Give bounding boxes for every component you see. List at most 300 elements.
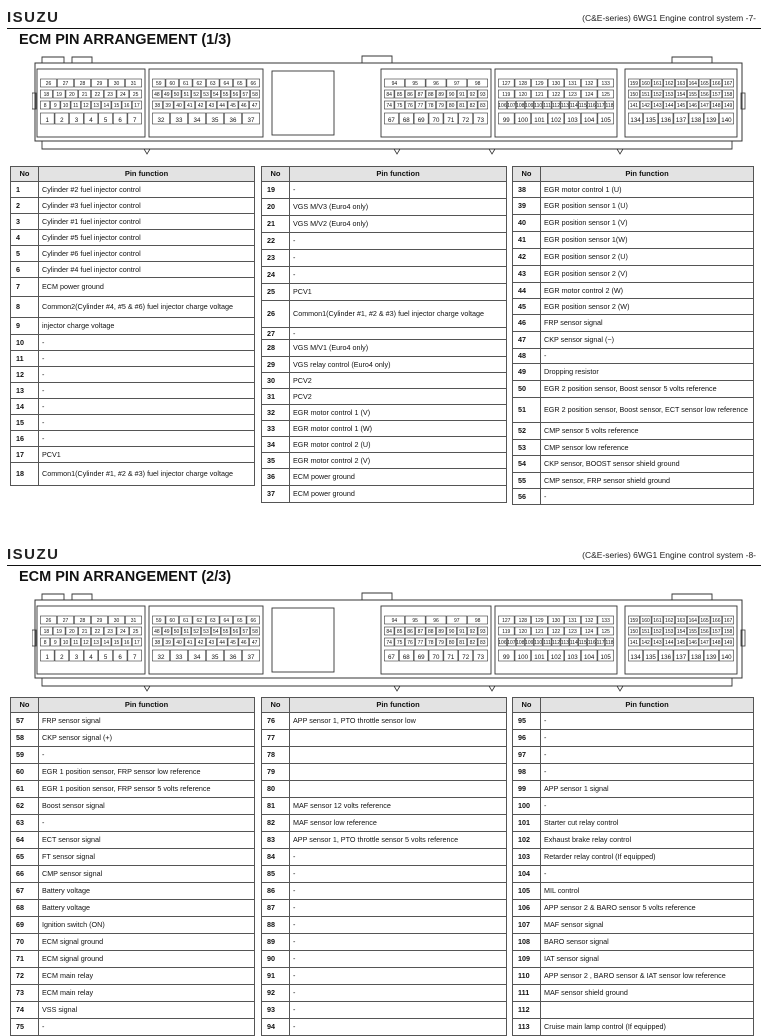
- table-row: [11, 399, 255, 415]
- pin-label: 71: [447, 117, 455, 124]
- pin-number: 92: [262, 985, 290, 1002]
- table-row: [262, 486, 507, 503]
- pin-label: 122: [551, 629, 561, 635]
- pin-number: 39: [513, 198, 541, 215]
- pin-number: 41: [513, 232, 541, 249]
- table-row: [262, 182, 507, 199]
- pin-label: 39: [165, 103, 171, 109]
- pin-function: Cylinder #6 fuel injector control: [39, 246, 255, 262]
- pin-label: 69: [417, 654, 425, 661]
- pin-label: 13: [93, 103, 99, 109]
- pin-function: -: [541, 764, 754, 781]
- pin-number: 34: [262, 437, 290, 453]
- pin-label: 107: [507, 640, 516, 646]
- pin-function: -: [541, 798, 754, 815]
- table-row: [513, 815, 754, 832]
- pin-label: 72: [462, 117, 470, 124]
- pin-label: 9: [53, 103, 57, 109]
- pin-label: 12: [83, 103, 89, 109]
- pin-label: 145: [676, 640, 686, 646]
- table-row: [262, 764, 507, 781]
- pin-number: 103: [513, 849, 541, 866]
- connector-key: [489, 686, 495, 691]
- pin-label: 138: [690, 117, 702, 124]
- pin-number: 97: [513, 747, 541, 764]
- table-row: [513, 182, 754, 198]
- pin-function: -: [290, 1002, 507, 1019]
- pin-number: 51: [513, 398, 541, 423]
- pin-tables: [0, 166, 768, 511]
- pin-label: 53: [203, 629, 209, 635]
- table-row: [262, 934, 507, 951]
- pin-label: 138: [690, 654, 702, 661]
- pin-label: 50: [173, 629, 180, 635]
- table-row: [513, 781, 754, 798]
- pin-number: 80: [262, 781, 290, 798]
- pin-number: 2: [11, 198, 39, 214]
- pin-label: 139: [706, 654, 717, 661]
- pin-label: 20: [69, 92, 75, 98]
- table-row: [513, 332, 754, 349]
- pin-function: MAF sensor shield ground: [541, 985, 754, 1002]
- table-row: [262, 968, 507, 985]
- pin-label: 88: [428, 629, 434, 635]
- pin-label: 130: [551, 81, 561, 87]
- pin-label: 16: [123, 640, 130, 646]
- pin-label: 116: [587, 640, 596, 646]
- pin-label: 51: [183, 92, 190, 98]
- pin-function: APP sensor 1, PTO throttle sensor 5 volts reference: [290, 832, 507, 849]
- pin-function: -: [39, 335, 255, 351]
- table-row: [11, 934, 255, 951]
- pin-number: 47: [513, 332, 541, 349]
- table-row: [11, 730, 255, 747]
- pin-function: VGS M/V1 (Euro4 only): [290, 340, 507, 357]
- table-row: [262, 849, 507, 866]
- pin-label: 23: [107, 629, 113, 635]
- table-row: [11, 262, 255, 278]
- pin-label: 99: [502, 654, 510, 661]
- pin-label: 50: [173, 92, 180, 98]
- pin-number: 62: [11, 798, 39, 815]
- pin-label: 129: [535, 618, 544, 624]
- pin-label: 160: [641, 81, 650, 87]
- pin-label: 132: [584, 81, 594, 87]
- header-divider: [7, 565, 761, 566]
- pin-label: 36: [229, 117, 237, 124]
- table-row: [513, 798, 754, 815]
- pin-function: -: [541, 713, 754, 730]
- pin-label: 25: [132, 629, 139, 635]
- pin-number: 46: [513, 315, 541, 332]
- pin-label: 49: [163, 629, 170, 635]
- pin-function: Cruise main lamp control (If equipped): [541, 1019, 754, 1036]
- pin-label: 148: [712, 640, 721, 646]
- pin-function: EGR motor control 1 (W): [290, 421, 507, 437]
- pin-number: 101: [513, 815, 541, 832]
- pin-label: 125: [601, 629, 610, 635]
- pin-function: [290, 730, 507, 747]
- pin-function: MIL control: [541, 883, 754, 900]
- pin-number: 15: [11, 415, 39, 431]
- pin-function: VGS relay control (Euro4 only): [290, 357, 507, 373]
- table-row: [513, 866, 754, 883]
- pin-label: 163: [676, 81, 686, 87]
- table-row: [262, 985, 507, 1002]
- pin-label: 64: [223, 618, 230, 624]
- pin-number: 42: [513, 249, 541, 266]
- pin-label: 92: [469, 92, 476, 98]
- table-row: [262, 301, 507, 328]
- table-row: [513, 266, 754, 283]
- table-row: [513, 1019, 754, 1036]
- col-header-function: Pin function: [541, 698, 754, 713]
- table-row: [11, 198, 255, 214]
- pin-label: 103: [567, 117, 578, 124]
- table-row: [262, 917, 507, 934]
- col-header-function: Pin function: [290, 698, 507, 713]
- pin-label: 134: [630, 654, 641, 661]
- pin-number: 20: [262, 199, 290, 216]
- pin-label: 124: [584, 92, 594, 98]
- col-header-no: No: [11, 698, 39, 713]
- pin-number: 36: [262, 469, 290, 486]
- pin-label: 149: [723, 640, 733, 646]
- pin-label: 60: [169, 81, 176, 87]
- pin-label: 152: [653, 92, 662, 98]
- pin-number: 12: [11, 367, 39, 383]
- table-row: [262, 267, 507, 284]
- pin-label: 61: [182, 81, 189, 87]
- pin-label: 42: [197, 103, 204, 109]
- pin-label: 4: [89, 654, 93, 661]
- pin-function: -: [290, 1019, 507, 1036]
- pin-label: 144: [665, 640, 674, 646]
- pin-function: VGS M/V3 (Euro4 only): [290, 199, 507, 216]
- table-row: [513, 849, 754, 866]
- pin-function: FRP sensor signal: [39, 713, 255, 730]
- pin-label: 4: [89, 117, 93, 124]
- table-row: [11, 447, 255, 463]
- pin-label: 34: [193, 117, 201, 124]
- pin-label: 17: [134, 640, 140, 646]
- pin-function: -: [290, 951, 507, 968]
- table-row: [262, 340, 507, 357]
- pin-label: 130: [551, 618, 561, 624]
- pin-number: 38: [513, 182, 541, 198]
- pin-label: 66: [250, 81, 257, 87]
- table-row: [513, 883, 754, 900]
- pin-function: [290, 781, 507, 798]
- pin-number: 29: [262, 357, 290, 373]
- pin-number: 31: [262, 389, 290, 405]
- pin-label: 75: [396, 640, 403, 646]
- pin-number: 72: [11, 968, 39, 985]
- pin-label: 162: [665, 618, 674, 624]
- pin-function: Dropping resistor: [541, 364, 754, 381]
- pin-function: -: [290, 849, 507, 866]
- pin-label: 132: [584, 618, 594, 624]
- pin-label: 149: [723, 103, 733, 109]
- table-row: [513, 198, 754, 215]
- table-row: [262, 866, 507, 883]
- pin-number: 79: [262, 764, 290, 781]
- pin-label: 83: [480, 640, 486, 646]
- pin-label: 70: [432, 654, 440, 661]
- pin-number: 57: [11, 713, 39, 730]
- pin-function: EGR 1 position sensor, FRP sensor 5 volts reference: [39, 781, 255, 798]
- pin-label: 49: [163, 92, 170, 98]
- table-row: [513, 381, 754, 398]
- pin-number: 86: [262, 883, 290, 900]
- ecm-connector-diagram: [32, 53, 747, 159]
- table-row: [262, 199, 507, 216]
- pin-number: 18: [11, 463, 39, 486]
- pin-label: 152: [653, 629, 662, 635]
- pin-table-2: [261, 697, 507, 1036]
- pin-label: 159: [629, 81, 639, 87]
- pin-label: 35: [211, 654, 219, 661]
- col-header-no: No: [513, 167, 541, 182]
- pin-function: PCV1: [290, 284, 507, 301]
- pin-label: 100: [517, 117, 529, 124]
- pin-label: 159: [629, 618, 639, 624]
- pin-label: 1: [45, 654, 50, 661]
- pin-number: 105: [513, 883, 541, 900]
- pin-label: 51: [183, 629, 190, 635]
- pin-number: 48: [513, 349, 541, 364]
- pin-number: 50: [513, 381, 541, 398]
- pin-function: Exhaust brake relay control: [541, 832, 754, 849]
- pin-function: IAT sensor signal: [541, 951, 754, 968]
- pin-function: ECM main relay: [39, 985, 255, 1002]
- header-divider: [7, 28, 761, 29]
- connector-rim: [42, 141, 732, 149]
- pin-function: Battery voltage: [39, 900, 255, 917]
- table-row: [513, 747, 754, 764]
- pin-label: 90: [448, 629, 455, 635]
- pin-number: 107: [513, 917, 541, 934]
- pin-label: 162: [665, 81, 674, 87]
- pin-label: 120: [518, 92, 528, 98]
- pin-function: EGR position sensor 2 (U): [541, 249, 754, 266]
- pin-function: EGR 2 position sensor, Boost sensor 5 volts reference: [541, 381, 754, 398]
- pin-label: 111: [543, 103, 551, 109]
- table-row: [11, 832, 255, 849]
- pin-label: 116: [587, 103, 596, 109]
- col-header-no: No: [262, 167, 290, 182]
- pin-function: -: [290, 866, 507, 883]
- table-row: [513, 315, 754, 332]
- table-row: [513, 215, 754, 232]
- pin-function: -: [39, 747, 255, 764]
- pin-label: 145: [676, 103, 686, 109]
- pin-number: 5: [11, 246, 39, 262]
- pin-label: 140: [721, 654, 732, 661]
- pin-label: 23: [107, 92, 113, 98]
- pin-label: 10: [62, 640, 69, 646]
- pin-number: 111: [513, 985, 541, 1002]
- pin-number: 43: [513, 266, 541, 283]
- pin-function: PCV1: [39, 447, 255, 463]
- pin-label: 52: [193, 629, 199, 635]
- pin-function: CMP sensor 5 volts reference: [541, 423, 754, 440]
- pin-label: 76: [407, 640, 413, 646]
- pin-label: 135: [645, 654, 656, 661]
- pin-function: -: [290, 250, 507, 267]
- pin-label: 151: [641, 629, 650, 635]
- page-header-info: (C&E-series) 6WG1 Engine control system -8-: [582, 550, 756, 560]
- pin-number: 17: [11, 447, 39, 463]
- pin-label: 111: [543, 640, 551, 646]
- pin-label: 127: [502, 81, 511, 87]
- pin-label: 133: [601, 618, 610, 624]
- table-row: [11, 917, 255, 934]
- pin-label: 7: [132, 117, 137, 124]
- pin-function: Cylinder #4 fuel injector control: [39, 262, 255, 278]
- pin-label: 44: [219, 640, 225, 646]
- pin-label: 147: [700, 640, 709, 646]
- pin-label: 153: [665, 92, 674, 98]
- pin-number: 55: [513, 473, 541, 489]
- pin-label: 38: [154, 103, 161, 109]
- pin-label: 62: [196, 618, 203, 624]
- pin-label: 106: [498, 640, 507, 646]
- pin-label: 167: [723, 81, 733, 87]
- isuzu-logo: ISUZU: [7, 9, 60, 26]
- pin-number: 91: [262, 968, 290, 985]
- pin-label: 153: [665, 629, 674, 635]
- pin-label: 165: [700, 81, 709, 87]
- pin-label: 67: [387, 117, 395, 124]
- pin-function: EGR motor control 1 (V): [290, 405, 507, 421]
- pin-label: 42: [197, 640, 204, 646]
- pin-label: 66: [250, 618, 257, 624]
- pin-label: 136: [660, 654, 672, 661]
- table-row: [513, 473, 754, 489]
- pin-function: CMP sensor, FRP sensor shield ground: [541, 473, 754, 489]
- pin-number: 70: [11, 934, 39, 951]
- pin-function: -: [39, 383, 255, 399]
- table-row: [513, 968, 754, 985]
- pin-label: 113: [560, 103, 569, 109]
- pin-label: 35: [211, 117, 219, 124]
- pin-label: 24: [120, 629, 126, 635]
- pin-label: 28: [79, 618, 86, 624]
- pin-label: 25: [132, 92, 139, 98]
- pin-label: 24: [120, 92, 126, 98]
- pin-label: 105: [600, 117, 611, 124]
- pin-function: EGR 2 position sensor, Boost sensor, ECT sensor low reference: [541, 398, 754, 423]
- connector-key: [489, 149, 495, 154]
- pin-label: 84: [386, 92, 392, 98]
- pin-label: 47: [251, 103, 258, 109]
- pin-number: 37: [262, 486, 290, 503]
- pin-label: 54: [213, 92, 219, 98]
- page-title: ECM PIN ARRANGEMENT (2/3): [19, 569, 232, 585]
- pin-label: 82: [469, 640, 476, 646]
- col-header-no: No: [513, 698, 541, 713]
- pin-function: VGS M/V2 (Euro4 only): [290, 216, 507, 233]
- pin-function: Cylinder #2 fuel injector control: [39, 182, 255, 198]
- pin-number: 24: [262, 267, 290, 284]
- pin-number: 109: [513, 951, 541, 968]
- pin-label: 154: [676, 92, 686, 98]
- pin-label: 86: [407, 92, 413, 98]
- pin-function: -: [39, 351, 255, 367]
- pin-label: 89: [438, 92, 444, 98]
- pin-function: CMP sensor low reference: [541, 440, 754, 456]
- pin-label: 41: [187, 640, 193, 646]
- pin-number: 64: [11, 832, 39, 849]
- pin-function: [541, 1002, 754, 1019]
- connector-key: [394, 686, 400, 691]
- pin-label: 97: [454, 81, 460, 87]
- pin-label: 81: [459, 640, 465, 646]
- pin-label: 14: [103, 103, 110, 109]
- pin-label: 156: [700, 92, 709, 98]
- table-row: [11, 747, 255, 764]
- pin-label: 109: [525, 640, 534, 646]
- pin-number: 1: [11, 182, 39, 198]
- pin-label: 104: [583, 654, 595, 661]
- pin-table-3: [512, 166, 754, 505]
- pin-label: 11: [73, 640, 79, 646]
- pin-function: EGR motor control 2 (W): [541, 283, 754, 299]
- pin-label: 39: [165, 640, 171, 646]
- pin-label: 150: [629, 629, 639, 635]
- pin-label: 125: [601, 92, 610, 98]
- table-row: [11, 764, 255, 781]
- pin-function: MAF sensor signal: [541, 917, 754, 934]
- pin-label: 158: [723, 92, 733, 98]
- pin-label: 104: [583, 117, 595, 124]
- pin-label: 142: [641, 103, 650, 109]
- pin-function: -: [39, 399, 255, 415]
- pin-label: 36: [229, 654, 237, 661]
- pin-function: EGR 1 position sensor, FRP sensor low reference: [39, 764, 255, 781]
- pin-label: 34: [193, 654, 201, 661]
- pin-label: 43: [208, 103, 215, 109]
- pin-function: CKP sensor signal (+): [39, 730, 255, 747]
- pin-label: 139: [706, 117, 717, 124]
- pin-function: CKP sensor signal (−): [541, 332, 754, 349]
- pin-function: [290, 764, 507, 781]
- pin-label: 90: [448, 92, 455, 98]
- pin-label: 16: [123, 103, 130, 109]
- pin-number: 85: [262, 866, 290, 883]
- table-row: [513, 730, 754, 747]
- pin-label: 115: [578, 640, 587, 646]
- pin-label: 11: [73, 103, 79, 109]
- connector-tab: [672, 594, 712, 600]
- pin-label: 37: [247, 117, 255, 124]
- table-row: [11, 1019, 255, 1036]
- pin-number: 59: [11, 747, 39, 764]
- connector-empty-housing: [272, 608, 334, 672]
- table-row: [11, 335, 255, 351]
- pin-label: 89: [438, 629, 444, 635]
- pin-label: 146: [688, 103, 697, 109]
- pin-label: 18: [43, 629, 50, 635]
- pin-label: 92: [469, 629, 476, 635]
- pin-number: 60: [11, 764, 39, 781]
- pin-label: 91: [459, 92, 465, 98]
- pin-label: 155: [688, 629, 697, 635]
- pin-number: 21: [262, 216, 290, 233]
- pin-label: 103: [567, 654, 578, 661]
- pin-label: 59: [155, 618, 162, 624]
